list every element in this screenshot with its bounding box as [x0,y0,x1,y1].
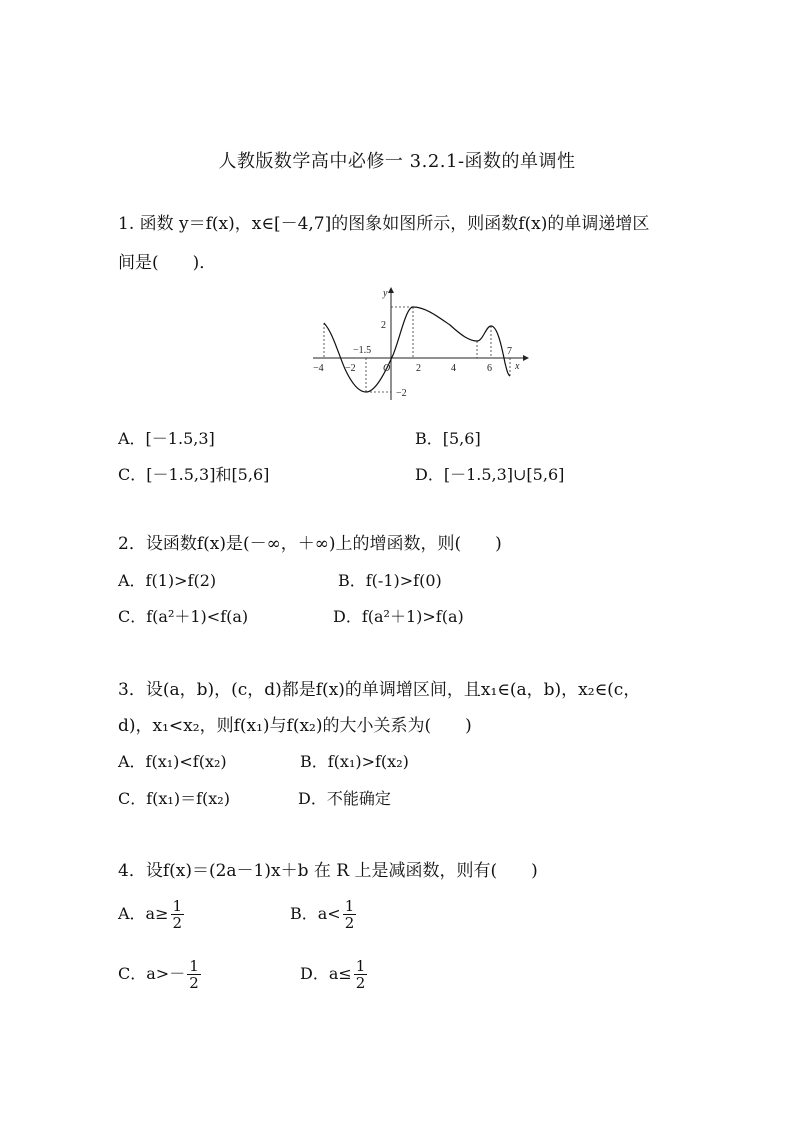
q3-option-a: A．f(x₁)<f(x₂) [118,752,227,771]
tick-label-x: 6 [487,363,492,374]
fraction-one-half [187,958,201,991]
q2-option-c: C．f(a²＋1)<f(a) [118,607,249,626]
fraction-numerator: 1 [172,897,183,915]
tick-label-x: −2 [345,363,356,374]
q4-option-c-prefix: C．a>－ [118,964,186,983]
tick-label-y: −2 [396,388,407,399]
y-axis-label: y [383,288,388,299]
x-axis-label: x [515,361,520,372]
function-graph-figure [305,283,530,403]
q4-option-b [290,898,356,931]
tick-label-x: 2 [416,363,421,374]
tick-label-x-extra: −1.5 [353,345,372,356]
tick-label-x: 4 [451,363,456,374]
q4-option-b-prefix: B．a< [290,904,341,923]
q1-option-a: A．[－1.5,3] [118,429,215,448]
fraction-one-half [171,898,185,931]
fraction-numerator: 1 [189,957,199,975]
q3-stem-line2: d)，x₁<x₂，则f(x₁)与f(x₂)的大小关系为( ) [118,716,472,736]
q1-option-d: D．[－1.5,3]∪[5,6] [415,465,565,484]
tick-label-x: 7 [507,346,512,357]
origin-label: O [383,363,391,374]
q2-option-d: D．f(a²＋1)>f(a) [333,607,464,626]
page-title: 人教版数学高中必修一 3.2.1-函数的单调性 [218,151,576,172]
y-axis-arrow [388,287,394,293]
fraction-numerator: 1 [355,957,366,975]
fraction-one-half [343,898,357,931]
x-axis-arrow [523,355,529,361]
q4-option-c [118,958,201,991]
q3-stem-line1: 3．设(a，b)，(c，d)都是f(x)的单调增区间，且x₁∈(a，b)，x₂∈(c， [118,680,641,700]
fraction-denominator: 2 [189,974,199,992]
q2-stem: 2．设函数f(x)是(－∞，＋∞)上的增函数，则( ) [118,534,502,554]
tick-label-y: 2 [381,320,386,331]
fraction-one-half [354,958,368,991]
q2-option-a: A．f(1)>f(2) [118,571,217,590]
fraction-denominator: 2 [172,914,183,932]
q4-option-d [300,958,367,991]
tick-label-x: −4 [313,363,324,374]
q3-option-c: C．f(x₁)＝f(x₂) [118,789,230,808]
fraction-numerator: 1 [344,897,355,915]
q4-option-a-prefix: A．a≥ [118,904,169,923]
q1-option-b: B．[5,6] [415,429,481,448]
fraction-denominator: 2 [355,974,366,992]
q4-option-a [118,898,184,931]
q3-option-b: B．f(x₁)>f(x₂) [300,752,409,771]
q1-stem-line1: 1. 函数 y＝f(x)，x∈[－4,7]的图象如图所示，则函数f(x)的单调递增区 [118,214,650,234]
fraction-denominator: 2 [344,914,355,932]
q2-option-b: B．f(-1)>f(0) [338,571,442,590]
q4-option-d-prefix: D．a≤ [300,964,352,983]
q1-option-c: C．[－1.5,3]和[5,6] [118,465,270,484]
q1-stem-line2: 间是( )． [118,253,217,273]
function-curve [324,307,510,392]
q4-stem: 4．设f(x)＝(2a－1)x＋b 在 R 上是减函数，则有( ) [118,861,538,881]
q3-option-d: D．不能确定 [298,789,391,808]
